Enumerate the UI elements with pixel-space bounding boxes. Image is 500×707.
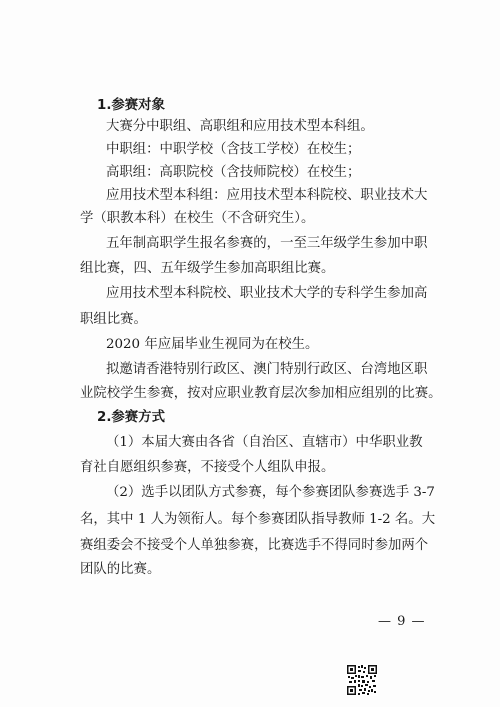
- text-line: 应用技术型本科组：应用技术型本科院校、职业技术大: [106, 188, 428, 203]
- text-line: 育社自愿组织参赛，不接受个人组队申报。: [80, 460, 335, 475]
- text-line: 学（职教本科）在校生（不含研究生）。: [80, 211, 315, 226]
- text-line: 大赛分中职组、高职组和应用技术型本科组。: [106, 119, 374, 134]
- text-line: 团队的比赛。: [80, 562, 161, 577]
- page-number: — 9 —: [378, 614, 426, 629]
- section-heading: 1.参赛对象: [97, 98, 165, 113]
- text-line: 高职组：高职院校（含技师院校）在校生；: [106, 165, 361, 180]
- text-line: 赛组委会不接受个人单独参赛，比赛选手不得同时参加两个: [80, 538, 429, 553]
- text-line: 五年制高职学生报名参赛的，一至三年级学生参加中职: [106, 236, 428, 251]
- text-line: （1）本届大赛由各省（自治区、直辖市）中华职业教: [106, 435, 423, 450]
- text-line: （2）选手以团队方式参赛，每个参赛团队参赛选手 3-7: [106, 485, 435, 500]
- text-line: 名，其中 1 人为领衔人。每个参赛团队指导教师 1-2 名。大: [80, 512, 436, 527]
- text-line: 2020 年应届毕业生视同为在校生。: [106, 337, 319, 352]
- text-line: 应用技术型本科院校、职业技术大学的专科学生参加高: [106, 286, 428, 301]
- text-line: 业院校学生参赛，按对应职业教育层次参加相应组别的比赛。: [80, 386, 442, 401]
- section-heading: 2.参赛方式: [97, 410, 165, 425]
- text-line: 拟邀请香港特别行政区、澳门特别行政区、台湾地区职: [106, 362, 428, 377]
- text-line: 职组比赛。: [80, 312, 147, 327]
- text-line: 中职组：中职学校（含技工学校）在校生；: [106, 142, 361, 157]
- text-line: 组比赛，四、五年级学生参加高职组比赛。: [80, 261, 335, 276]
- qr-code-icon: [346, 664, 378, 696]
